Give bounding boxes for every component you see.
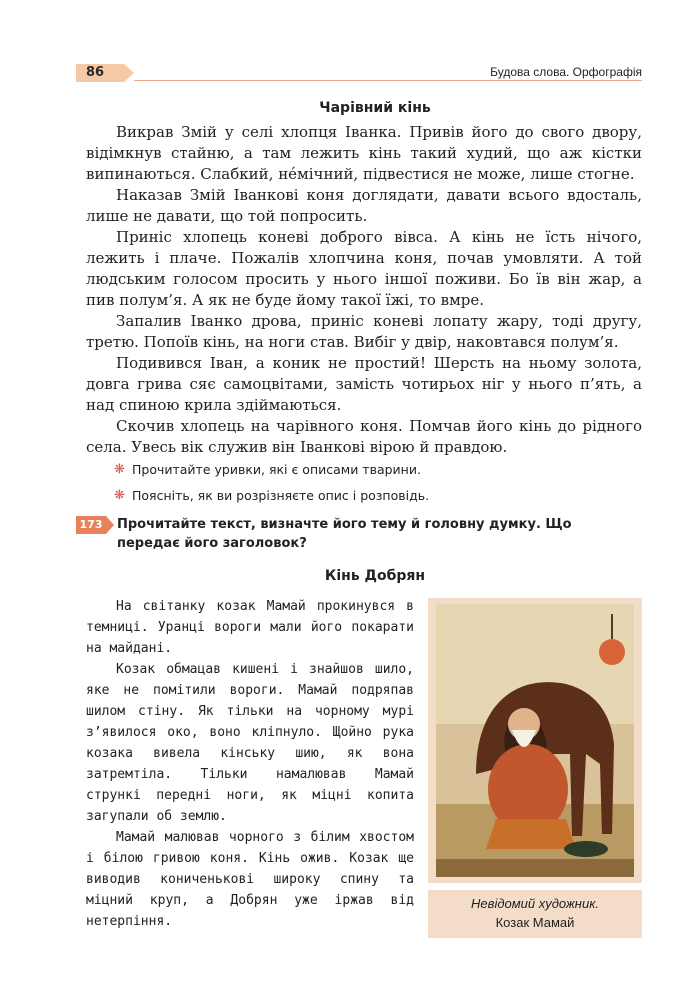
story1-paragraph: Приніс хлопець коневі доброго вівса. А кінь не їсть нічого, лежить і плаче. Пожалів хлопчина коня, почав умовляти. А той людським голосом просить у нього іншої поживи. Бо їв він жар, а пив полум’я. А як не буде йому такої їжі, то вмре.	[86, 228, 642, 309]
task-bullet-icon: ❋	[114, 462, 125, 477]
painting-illustration	[428, 598, 642, 883]
story1-paragraph: Наказав Змій Іванкові коня доглядати, давати всього вдосталь, лише не давати, що той попросить.	[86, 186, 642, 225]
story2-text	[86, 596, 414, 932]
task-item	[114, 488, 634, 514]
task-bullet-icon: ❋	[114, 488, 125, 503]
story2-paragraph: Козак обмацав кишені і знайшов шило, яке не помітили вороги. Мамай подряпав шилом стіну. Як тільки на чорному мурі з’явилося око, воно кліпнуло. Щойно рука козака вивела кінську шию, як вона затремтіла. Тільки намалював Мамай стрункі передні ноги, як міцні копита загупали об землю.	[86, 662, 414, 824]
page-number: 86	[86, 65, 105, 80]
page-number-tab	[76, 64, 124, 82]
header-rule	[134, 80, 642, 81]
story1-paragraph: Запалив Іванко дрова, приніс коневі лопату жару, тоді другу, третю. Попоїв кінь, на ноги став. Вибіг у двір, наковтався полум’я.	[86, 312, 642, 351]
story1-paragraph: Викрав Змій у селі хлопця Іванка. Привів його до свого двору, відімкнув стайню, а там лежить кінь такий худий, що аж кістки випинаються. Слабкий, нéмічний, підвестися не може, лише стогне.	[86, 123, 642, 183]
story1-paragraph: Скочив хлопець на чарівного коня. Помчав його кінь до рідного села. Увесь вік служив він Іванкові вірою й правдою.	[86, 417, 642, 456]
exercise-number-badge: 173	[76, 516, 106, 534]
kozak-mamai-painting-image	[436, 604, 634, 877]
caption-title: Козак Мамай	[495, 915, 575, 930]
task-item	[114, 462, 634, 488]
story2-paragraph: Мамай малював чорного з білим хвостом і білою гривою коня. Кінь ожив. Козак ще виводив кониченькові широку спину та міцний круп, а Добрян уже іржав від нетерпіння.	[86, 830, 414, 929]
story1-title: Чарівний кінь	[319, 100, 431, 116]
caption-author: Невідомий художник.	[471, 896, 599, 911]
exercise-instruction: Прочитайте текст, визначте його тему й головну думку. Що передає його заголовок?	[117, 517, 572, 551]
story1-paragraph: Подивився Іван, а коник не простий! Шерсть на ньому золота, довга грива сяє самоцвітами, замість чотирьох ніг у нього п’ять, а над спиною крила здіймаються.	[86, 354, 642, 414]
task-list	[114, 462, 634, 514]
task-text: Поясніть, як ви розрізняєте опис і розповідь.	[132, 488, 430, 503]
story2-title: Кінь Добрян	[324, 568, 426, 584]
page-header	[76, 64, 642, 82]
running-title: Будова слова. Орфографія	[490, 65, 642, 79]
task-text: Прочитайте уривки, які є описами тварини.	[132, 462, 421, 477]
illustration-caption	[428, 890, 642, 938]
story2-paragraph: На світанку козак Мамай прокинувся в темниці. Уранці вороги мали його покарати на майдані.	[86, 599, 414, 656]
story1-text	[86, 122, 642, 458]
